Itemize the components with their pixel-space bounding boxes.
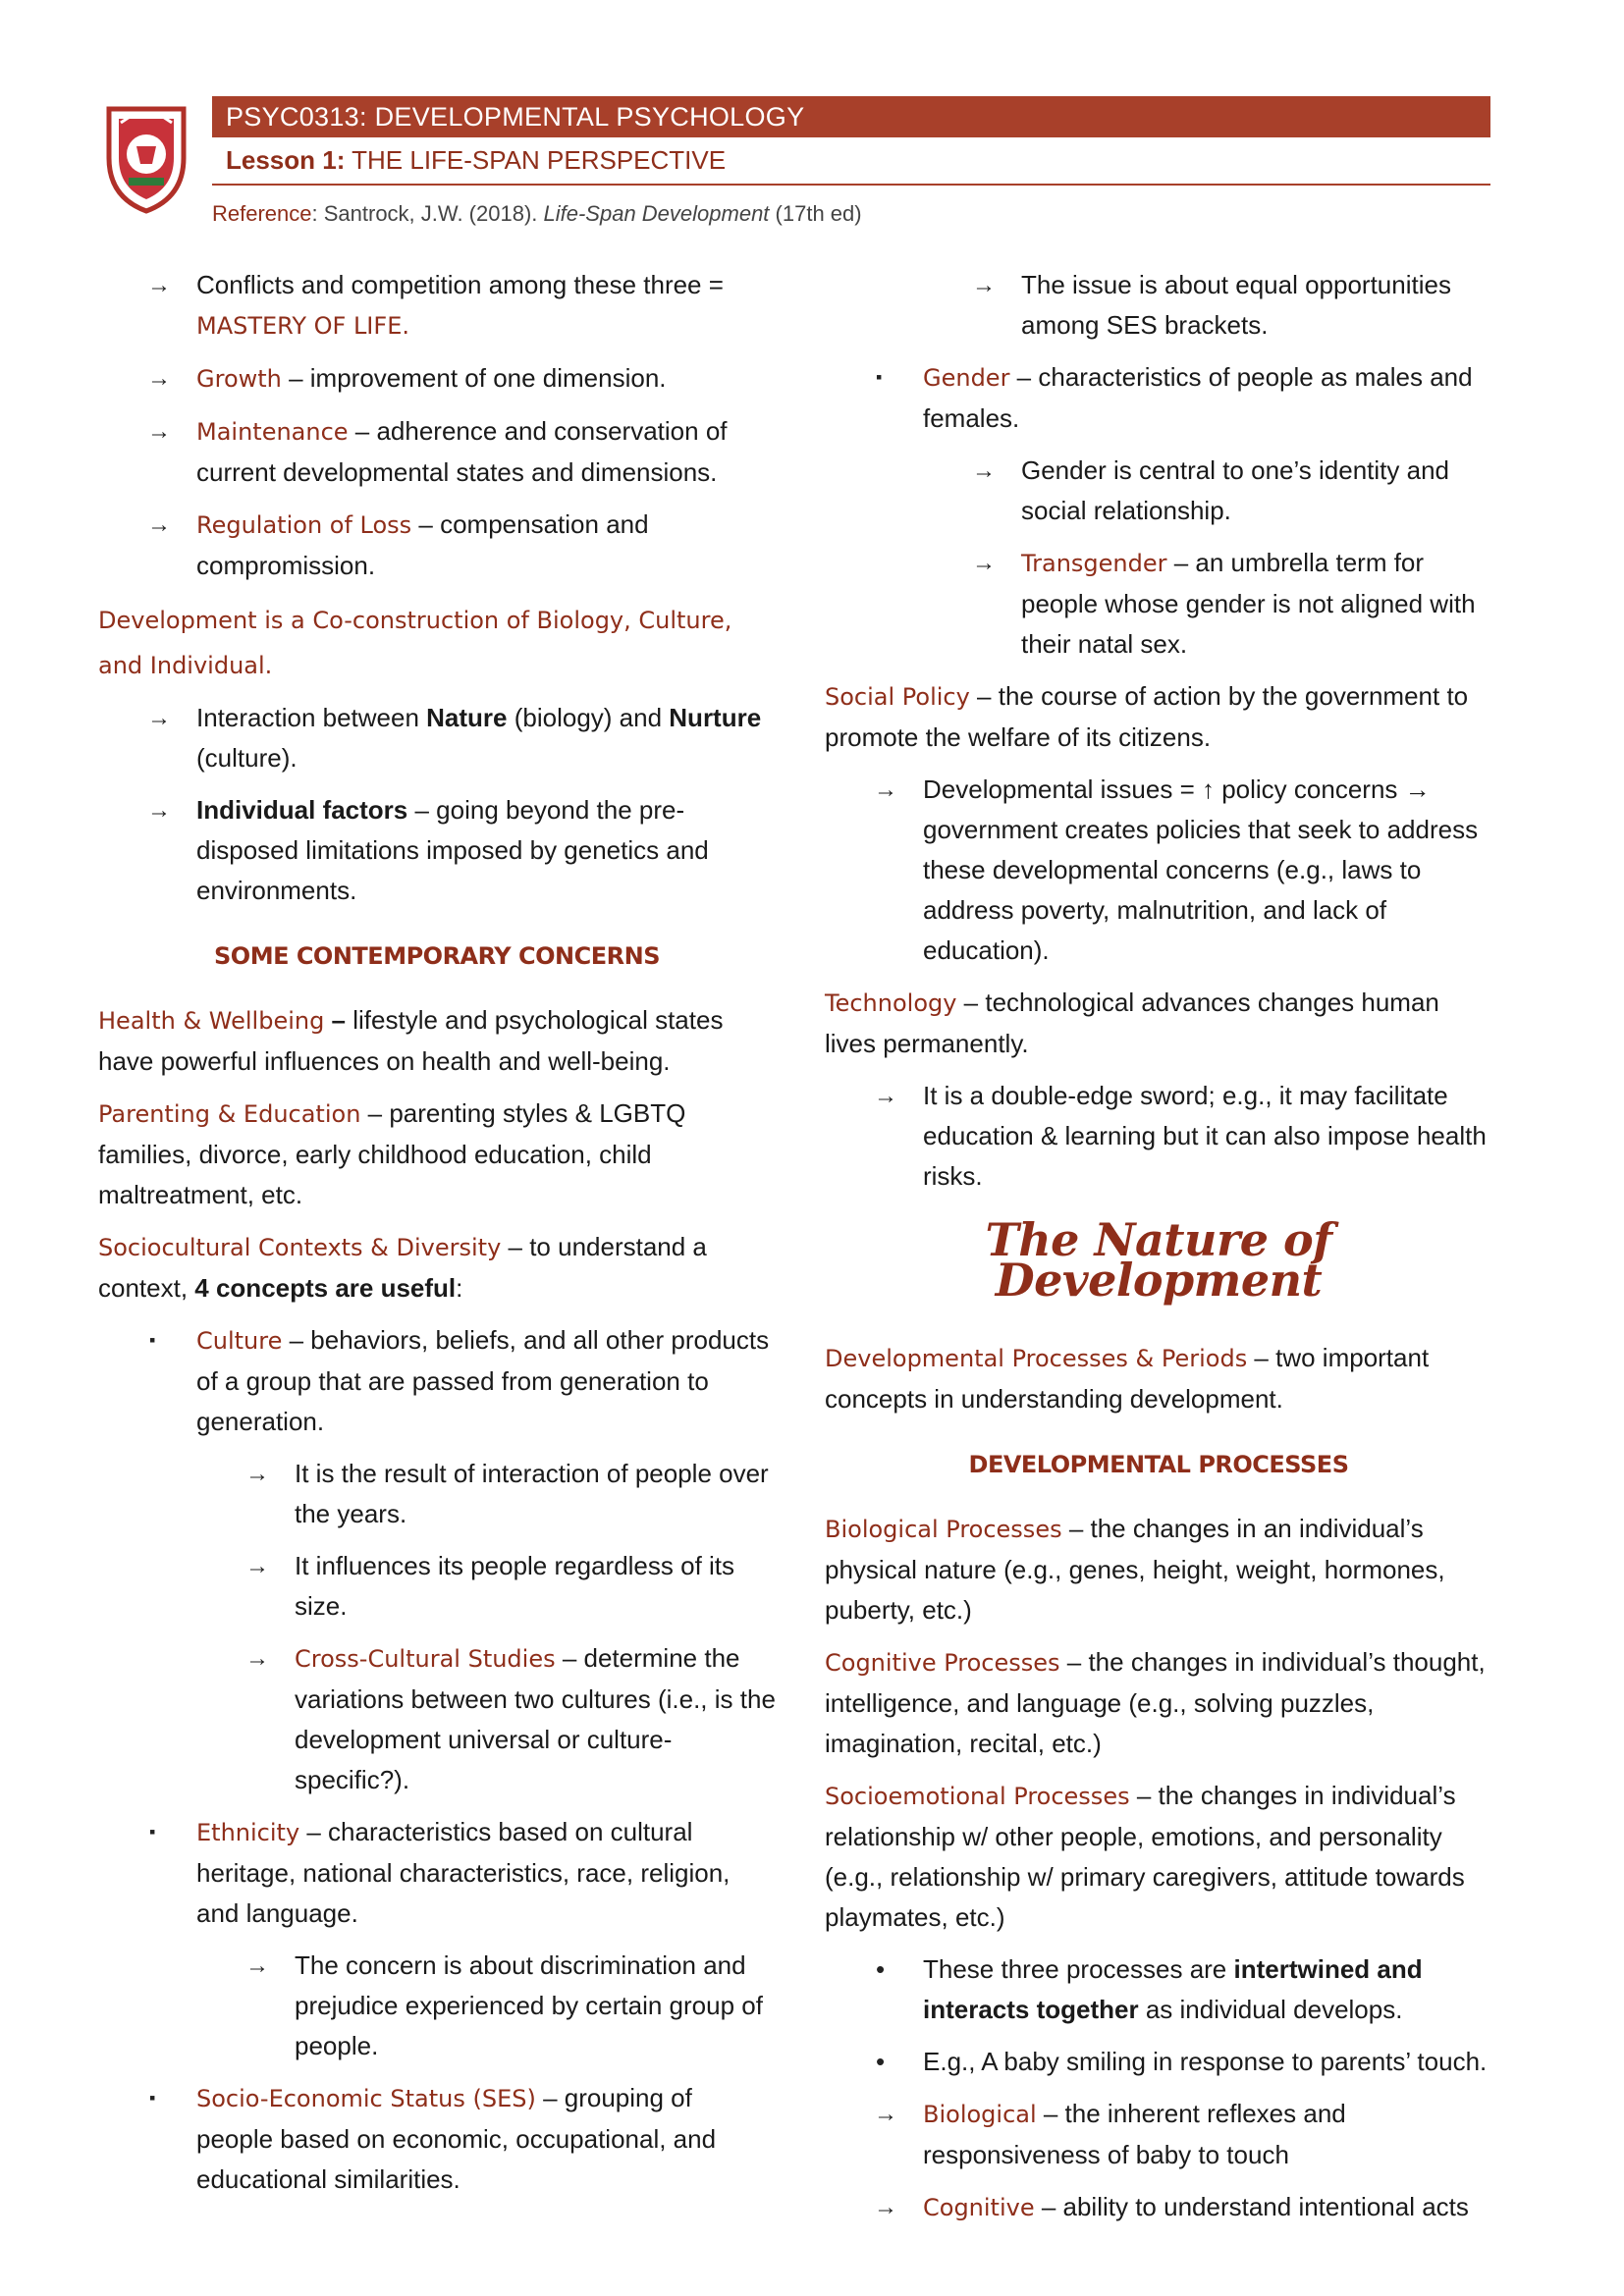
list-item: → Maintenance – adherence and conservation of current developmental states and dimensions. bbox=[98, 411, 776, 493]
arrow-bullet-icon: → bbox=[245, 1645, 269, 1672]
dot-bullet-icon: • bbox=[876, 2047, 886, 2076]
arrow-bullet-icon: → bbox=[972, 457, 996, 484]
reference-book: Life-Span Development bbox=[543, 201, 770, 226]
co-construction-heading: Development is a Co-construction of Biology, Culture, and Individual. bbox=[98, 607, 732, 679]
square-bullet-icon: ▪ bbox=[149, 1330, 156, 1350]
lesson-title bbox=[226, 142, 726, 178]
list-item: ▪ Gender – characteristics of people as males and females. bbox=[825, 357, 1492, 439]
square-bullet-icon: ▪ bbox=[876, 367, 883, 387]
list-item: → Biological – the inherent reflexes and responsiveness of baby to touch bbox=[825, 2094, 1492, 2175]
list-item: ▪ Socio-Economic Status (SES) – grouping of people based on economic, occupational, and educational similarities. bbox=[98, 2078, 776, 2200]
reference-edition: (17th ed) bbox=[769, 201, 862, 226]
list-item: → Transgender – an umbrella term for people whose gender is not aligned with their natal sex. bbox=[825, 543, 1492, 665]
arrow-bullet-icon: → bbox=[147, 365, 171, 392]
section-title: The Nature of Development bbox=[985, 1213, 1332, 1307]
arrow-bullet-icon: → bbox=[245, 1461, 269, 1487]
header-rule bbox=[212, 184, 1490, 186]
arrow-bullet-icon: → bbox=[874, 2101, 897, 2127]
list-item: • These three processes are intertwined and interacts together as individual develops. bbox=[825, 1949, 1492, 2030]
list-item: → It influences its people regardless of its size. bbox=[98, 1546, 776, 1627]
list-item: • E.g., A baby smiling in response to parents’ touch. bbox=[825, 2042, 1492, 2082]
arrow-bullet-icon: → bbox=[147, 797, 171, 824]
list-item: → Individual factors – going beyond the pre-disposed limitations imposed by genetics and environments. bbox=[98, 790, 776, 911]
paragraph: Biological Processes – the changes in an individual’s physical nature (e.g., genes, height, weight, hormones, puberty, etc.) bbox=[825, 1514, 1445, 1625]
university-seal-icon bbox=[101, 99, 191, 215]
dot-bullet-icon: • bbox=[876, 1954, 886, 1984]
paragraph: Parenting & Education – parenting styles & LGBTQ families, divorce, early childhood education, child maltreatment, etc. bbox=[98, 1098, 686, 1209]
list-item: ▪ Culture – behaviors, beliefs, and all other products of a group that are passed from generation to generation. bbox=[98, 1320, 776, 1442]
list-item: → Growth – improvement of one dimension. bbox=[98, 358, 776, 400]
arrow-bullet-icon: → bbox=[147, 418, 171, 445]
square-bullet-icon: ▪ bbox=[149, 2088, 156, 2108]
reference-line bbox=[212, 196, 862, 232]
list-item: → Regulation of Loss – compensation and compromission. bbox=[98, 505, 776, 586]
paragraph: Health & Wellbeing – lifestyle and psychological states have powerful influences on health and well-being. bbox=[98, 1005, 724, 1076]
arrow-bullet-icon: → bbox=[874, 2194, 897, 2220]
arrow-bullet-icon: → bbox=[874, 1083, 897, 1109]
section-heading: SOME CONTEMPORARY CONCERNS bbox=[214, 942, 660, 970]
list-item: → The issue is about equal opportunities among SES brackets. bbox=[825, 265, 1492, 346]
right-column bbox=[825, 265, 1492, 2240]
arrow-bullet-icon: → bbox=[147, 272, 171, 298]
list-item: → Developmental issues = ↑ policy concerns → government creates policies that seek to address these developmental concerns (e.g., laws to address poverty, malnutrition, and lack of education). bbox=[825, 770, 1492, 971]
paragraph: Social Policy – the course of action by the government to promote the welfare of its citizens. bbox=[825, 681, 1469, 752]
left-column bbox=[98, 265, 776, 2212]
square-bullet-icon: ▪ bbox=[149, 1822, 156, 1842]
course-title: PSYC0313: DEVELOPMENTAL PSYCHOLOGY bbox=[212, 96, 1490, 137]
paragraph: Cognitive Processes – the changes in individual’s thought, intelligence, and language (e.g., solving puzzles, imagination, recital, etc.) bbox=[825, 1647, 1486, 1758]
list-item: ▪ Ethnicity – characteristics based on cultural heritage, national characteristics, race, religion, and language. bbox=[98, 1812, 776, 1934]
paragraph: Socioemotional Processes – the changes in individual’s relationship w/ other people, emotions, and personality (e.g., relationship w/ primary caregivers, attitude towards playmates, etc.) bbox=[825, 1781, 1465, 1932]
paragraph: Developmental Processes & Periods – two important concepts in understanding development. bbox=[825, 1343, 1430, 1414]
arrow-bullet-icon: → bbox=[147, 705, 171, 731]
list-item: → Gender is central to one’s identity and social relationship. bbox=[825, 451, 1492, 531]
reference-text: : Santrock, J.W. (2018). bbox=[311, 201, 544, 226]
arrow-bullet-icon: → bbox=[245, 1553, 269, 1579]
list-item: → Cross-Cultural Studies – determine the variations between two cultures (i.e., is the development universal or culture-specific?). bbox=[98, 1638, 776, 1800]
arrow-bullet-icon: → bbox=[972, 272, 996, 298]
paragraph: Technology – technological advances changes human lives permanently. bbox=[825, 988, 1439, 1058]
arrow-bullet-icon: → bbox=[245, 1952, 269, 1979]
arrow-bullet-icon: → bbox=[972, 550, 996, 576]
list-item: → The concern is about discrimination and prejudice experienced by certain group of people. bbox=[98, 1946, 776, 2066]
lesson-name: THE LIFE-SPAN PERSPECTIVE bbox=[352, 145, 727, 175]
arrow-bullet-icon: → bbox=[147, 511, 171, 538]
paragraph: Sociocultural Contexts & Diversity – to understand a context, 4 concepts are useful: bbox=[98, 1232, 707, 1303]
arrow-bullet-icon: → bbox=[874, 776, 897, 803]
lesson-label: Lesson 1: bbox=[226, 145, 346, 175]
list-item: → Interaction between Nature (biology) and Nurture (culture). bbox=[98, 698, 776, 778]
reference-label: Reference bbox=[212, 201, 312, 226]
list-item: → Conflicts and competition among these three = MASTERY OF LIFE. bbox=[98, 265, 776, 347]
list-item: → It is the result of interaction of people over the years. bbox=[98, 1454, 776, 1534]
list-item: → It is a double-edge sword; e.g., it may facilitate education & learning but it can also impose health risks. bbox=[825, 1076, 1492, 1197]
section-heading: DEVELOPMENTAL PROCESSES bbox=[968, 1451, 1349, 1478]
list-item: → Cognitive – ability to understand intentional acts bbox=[825, 2187, 1492, 2228]
